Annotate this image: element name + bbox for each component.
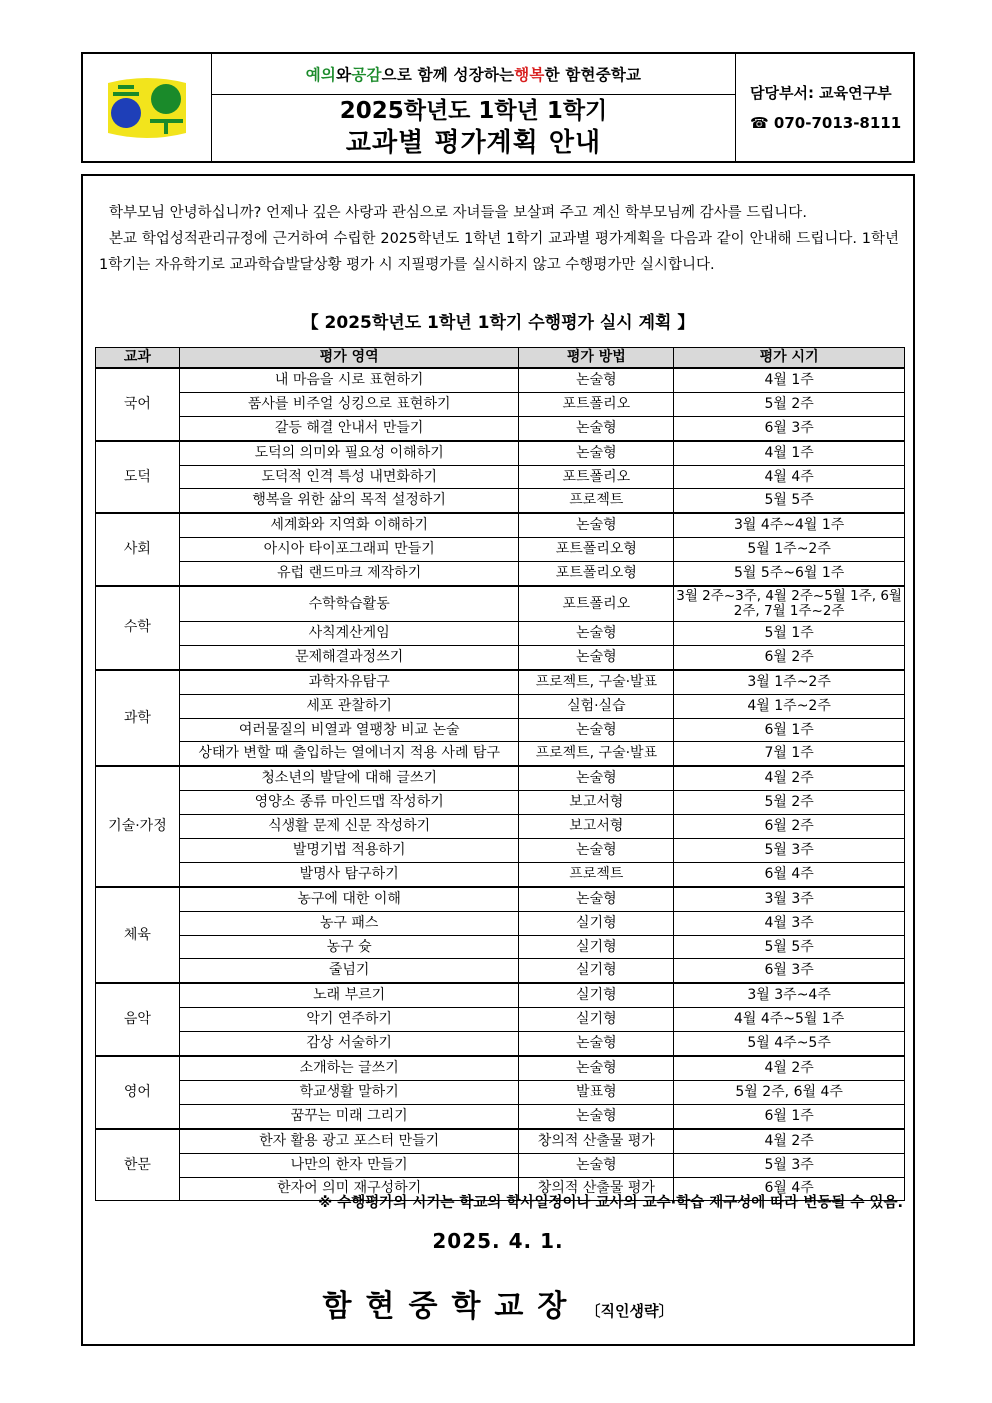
area-cell: 발명기법 적용하기 [179,839,519,863]
method-cell: 프로젝트 [519,489,674,513]
schedule-cell: 4월 4주 [674,465,905,489]
area-cell: 과학자유탐구 [179,670,519,694]
table-row [96,1080,905,1104]
method-cell: 포트폴리오 [519,465,674,489]
method-cell: 논술형 [519,1153,674,1177]
subject-cell: 한문 [96,1129,180,1201]
method-cell: 창의적 산출물 평가 [519,1129,674,1153]
method-cell: 보고서형 [519,815,674,839]
area-cell: 농구 슛 [179,935,519,959]
area-cell: 갈등 해결 안내서 만들기 [179,416,519,440]
method-cell: 실기형 [519,935,674,959]
seal-omitted-note: 〔직인생략〕 [585,1302,674,1320]
method-cell: 프로젝트, 구술·발표 [519,670,674,694]
schedule-cell: 5월 2주 [674,791,905,815]
motto-happiness: 행복 [514,66,545,84]
area-cell: 문제해결과정쓰기 [179,645,519,669]
subject-group [96,586,905,670]
subject-group [96,1056,905,1129]
schedule-cell: 6월 2주 [674,815,905,839]
schedule-cell: 4월 2주 [674,1129,905,1153]
evaluation-table [95,347,905,1201]
schedule-cell: 4월 1주 [674,441,905,465]
schedule-cell: 5월 5주~6월 1주 [674,562,905,586]
schedule-cell: 6월 1주 [674,1104,905,1128]
table-row [96,1008,905,1032]
table-row [96,392,905,416]
document-date: 2025. 4. 1. [432,1229,564,1253]
schedule-cell: 6월 1주 [674,718,905,742]
table-row [96,766,905,790]
method-cell: 프로젝트, 구술·발표 [519,742,674,766]
area-cell: 청소년의 발달에 대해 글쓰기 [179,766,519,790]
subject-cell: 체육 [96,887,180,984]
area-cell: 나만의 한자 만들기 [179,1153,519,1177]
table-row [96,935,905,959]
schedule-cell: 5월 2주 [674,392,905,416]
motto-text-2: 으로 함께 성장하는 [381,66,515,84]
phone-line [750,108,913,138]
footnote: ※ 수행평가의 시기는 학교의 학사일정이나 교사의 교수·학습 재구성에 따라 변동될 수 있음. [318,1195,903,1211]
table-row [96,983,905,1007]
method-cell: 실기형 [519,1008,674,1032]
area-cell: 영양소 종류 마인드맵 작성하기 [179,791,519,815]
area-cell: 수학학습활동 [179,586,519,622]
subject-group [96,766,905,886]
schedule-cell: 5월 4주~5주 [674,1032,905,1056]
table-row [96,911,905,935]
method-cell: 논술형 [519,368,674,392]
schedule-cell: 4월 3주 [674,911,905,935]
subject-cell: 도덕 [96,441,180,514]
schedule-cell: 3월 1주~2주 [674,670,905,694]
method-cell: 논술형 [519,416,674,440]
area-cell: 식생활 문제 신문 작성하기 [179,815,519,839]
table-row [96,862,905,886]
method-cell: 논술형 [519,441,674,465]
schedule-cell: 4월 1주~2주 [674,694,905,718]
area-cell: 도덕의 의미와 필요성 이해하기 [179,441,519,465]
subject-group [96,983,905,1056]
method-cell: 포트폴리오 [519,392,674,416]
schedule-cell: 6월 3주 [674,959,905,983]
area-cell: 감상 서술하기 [179,1032,519,1056]
method-cell: 프로젝트 [519,862,674,886]
schedule-cell: 5월 3주 [674,839,905,863]
schedule-cell: 4월 2주 [674,766,905,790]
method-cell: 논술형 [519,839,674,863]
logo-cell [83,54,212,161]
schedule-cell: 5월 5주 [674,489,905,513]
table-row [96,465,905,489]
subject-group [96,513,905,586]
schedule-cell: 5월 5주 [674,935,905,959]
area-cell: 한자 활용 광고 포스터 만들기 [179,1129,519,1153]
schedule-cell: 4월 1주 [674,368,905,392]
method-cell: 논술형 [519,766,674,790]
method-cell: 논술형 [519,645,674,669]
subject-cell: 음악 [96,983,180,1056]
area-cell: 여러물질의 비열과 열팽창 비교 논술 [179,718,519,742]
area-cell: 농구 패스 [179,911,519,935]
schedule-cell: 6월 2주 [674,645,905,669]
schedule-cell: 5월 3주 [674,1153,905,1177]
table-row [96,791,905,815]
schedule-cell: 6월 4주 [674,1177,905,1201]
method-cell: 포트폴리오 [519,586,674,622]
area-cell: 소개하는 글쓰기 [179,1056,519,1080]
contact-cell [736,54,913,161]
subject-cell: 기술·가정 [96,766,180,886]
area-cell: 내 마음을 시로 표현하기 [179,368,519,392]
subject-group [96,670,905,767]
subject-group [96,887,905,984]
table-row [96,815,905,839]
table-row [96,839,905,863]
subject-cell: 국어 [96,368,180,441]
header-subject: 교과 [96,348,180,369]
method-cell: 실기형 [519,911,674,935]
table-row [96,586,905,622]
area-cell: 발명사 탐구하기 [179,862,519,886]
table-row [96,562,905,586]
subject-group [96,368,905,441]
table-row [96,1104,905,1128]
table-row [96,1153,905,1177]
schedule-cell: 5월 1주 [674,622,905,646]
method-cell: 논술형 [519,1104,674,1128]
header-box [81,52,915,163]
area-cell: 품사를 비주얼 싱킹으로 표현하기 [179,392,519,416]
schedule-cell: 7월 1주 [674,742,905,766]
table-row [96,694,905,718]
header-area: 평가 영역 [179,348,519,369]
signature-block [83,1281,913,1325]
schedule-cell: 3월 3주 [674,887,905,911]
dept-label: 담당부서: 교육연구부 [750,83,892,102]
method-cell: 포트폴리오형 [519,538,674,562]
method-cell: 포트폴리오형 [519,562,674,586]
table-row [96,718,905,742]
method-cell: 보고서형 [519,791,674,815]
area-cell: 유럽 랜드마크 제작하기 [179,562,519,586]
schedule-cell: 5월 1주~2주 [674,538,905,562]
method-cell: 논술형 [519,887,674,911]
area-cell: 학교생활 말하기 [179,1080,519,1104]
table-header-row [96,348,905,369]
table-row [96,742,905,766]
method-cell: 논술형 [519,1056,674,1080]
area-cell: 농구에 대한 이해 [179,887,519,911]
schedule-cell: 3월 4주~4월 1주 [674,513,905,537]
table-row [96,959,905,983]
table-row [96,489,905,513]
table-row [96,1032,905,1056]
area-cell: 악기 연주하기 [179,1008,519,1032]
table-row [96,416,905,440]
area-cell: 한자어 의미 재구성하기 [179,1177,519,1201]
title-cell [212,54,736,161]
subject-group [96,441,905,514]
area-cell: 상태가 변할 때 출입하는 열에너지 적용 사례 탐구 [179,742,519,766]
schedule-cell: 3월 2주~3주, 4월 2주~5월 1주, 6월 2주, 7월 1주~2주 [674,586,905,622]
intro-paragraph-2: 본교 학업성적관리규정에 근거하여 수립한 2025학년도 1학년 1학기 교과별 평가계획을 다음과 같이 안내해 드립니다. 1학년 1학기는 자유학기로 교과학습발달상황 평가 시 지필평가를 실시하지 않고 수행평가만 실시합니다. [99,231,899,273]
intro-paragraph-1: 학부모님 안녕하십니까? 언제나 깊은 사랑과 관심으로 자녀들을 보살펴 주고 계신 학부모님께 감사를 드립니다. [109,205,807,221]
table-row [96,441,905,465]
method-cell: 논술형 [519,513,674,537]
method-cell: 실기형 [519,959,674,983]
area-cell: 도덕적 인격 특성 내면화하기 [179,465,519,489]
table-row [96,1129,905,1153]
intro-text [99,200,899,278]
table-row [96,887,905,911]
area-cell: 행복을 위한 삶의 목적 설정하기 [179,489,519,513]
method-cell: 논술형 [519,1032,674,1056]
table-row [96,1056,905,1080]
schedule-cell: 4월 2주 [674,1056,905,1080]
area-cell: 세계화와 지역화 이해하기 [179,513,519,537]
table-row [96,368,905,392]
motto-text-1: 와 [336,66,352,84]
phone-number: 070-7013-8111 [773,113,902,132]
method-cell: 논술형 [519,622,674,646]
school-logo [104,77,190,139]
area-cell: 세포 관찰하기 [179,694,519,718]
table-row [96,513,905,537]
subject-cell: 사회 [96,513,180,586]
area-cell: 꿈꾸는 미래 그리기 [179,1104,519,1128]
table-row [96,538,905,562]
method-cell: 발표형 [519,1080,674,1104]
table-row [96,645,905,669]
principal-name: 함현중학교장 [322,1289,581,1324]
area-cell: 사칙계산게임 [179,622,519,646]
method-cell: 실험·실습 [519,694,674,718]
main-box [81,174,915,1346]
area-cell: 줄넘기 [179,959,519,983]
table-row [96,670,905,694]
school-motto [212,54,735,95]
schedule-cell: 6월 4주 [674,862,905,886]
subject-cell: 과학 [96,670,180,767]
table-row [96,622,905,646]
subject-cell: 수학 [96,586,180,670]
motto-text-3: 한 함현중학교 [544,66,642,84]
method-cell: 창의적 산출물 평가 [519,1177,674,1201]
area-cell: 아시아 타이포그래피 만들기 [179,538,519,562]
title-line-2: 교과별 평가계획 안내 [345,128,602,158]
motto-courtesy: 예의 [305,66,337,84]
title-block [212,95,735,161]
motto-empathy: 공감 [351,66,382,84]
schedule-cell: 4월 4주~5월 1주 [674,1008,905,1032]
schedule-cell: 5월 2주, 6월 4주 [674,1080,905,1104]
phone-icon: ☎ [750,113,769,132]
plan-title: 【 2025학년도 1학년 1학기 수행평가 실시 계획 】 [301,313,695,333]
method-cell: 논술형 [519,718,674,742]
schedule-cell: 3월 3주~4주 [674,983,905,1007]
area-cell: 노래 부르기 [179,983,519,1007]
header-schedule: 평가 시기 [674,348,905,369]
subject-cell: 영어 [96,1056,180,1129]
method-cell: 실기형 [519,983,674,1007]
schedule-cell: 6월 3주 [674,416,905,440]
header-method: 평가 방법 [519,348,674,369]
title-line-1: 2025학년도 1학년 1학기 [339,98,608,124]
